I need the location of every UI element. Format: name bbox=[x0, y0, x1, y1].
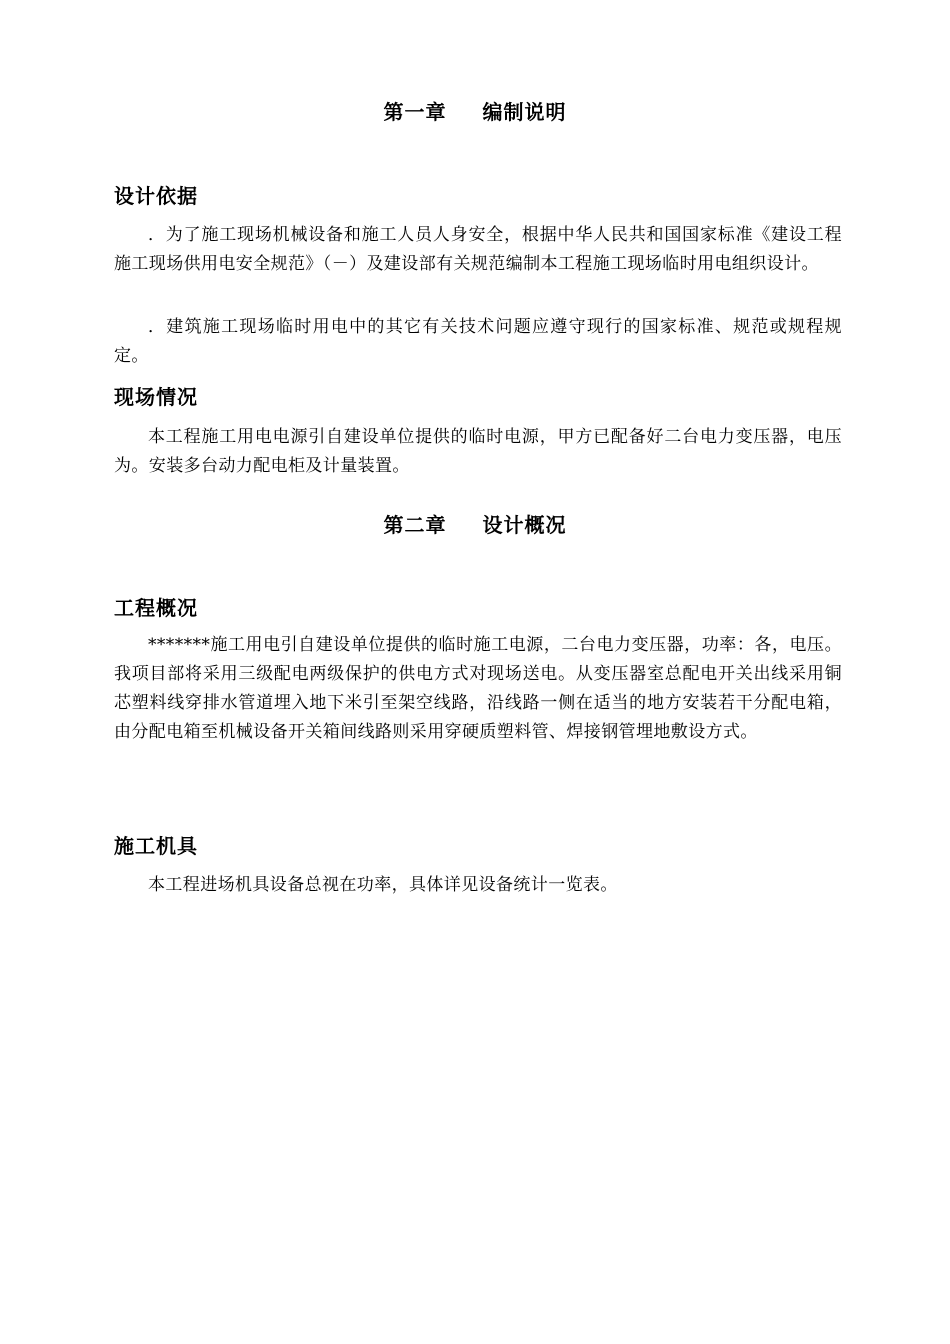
section-heading-design-basis: 设计依据 bbox=[114, 184, 198, 208]
paragraph-site-1: 本工程施工用电电源引自建设单位提供的临时电源，甲方已配备好二台电力变压器，电压为。安装多台动力配电柜及计量装置。 bbox=[114, 427, 842, 476]
section-heading-machinery: 施工机具 bbox=[114, 834, 198, 858]
section-heading-project-overview: 工程概况 bbox=[114, 596, 198, 620]
chapter-2-title bbox=[0, 511, 950, 539]
paragraph-basis-1: ．为了施工现场机械设备和施工人员人身安全，根据中华人民共和国国家标准《建设工程施工现场供用电安全规范》（－）及建设部有关规范编制本工程施工现场临时用电组织设计。 bbox=[114, 225, 842, 274]
chapter-1-number: 第一章 bbox=[383, 100, 447, 124]
chapter-1-title bbox=[0, 98, 950, 126]
chapter-2-name: 设计概况 bbox=[482, 513, 567, 537]
paragraph-overview-1: *******施工用电引自建设单位提供的临时施工电源，二台电力变压器，功率：各，电压。我项目部将采用三级配电两级保护的供电方式对现场送电。从变压器室总配电开关出线采用铜芯塑料线穿排水管道埋入地下米引至架空线路，沿线路一侧在适当的地方安装若干分配电箱，由分配电箱至机械设备开关箱间线路则采用穿硬质塑料管、焊接钢管埋地敷设方式。 bbox=[114, 635, 842, 742]
chapter-1-name: 编制说明 bbox=[482, 100, 567, 124]
paragraph-machinery-1: 本工程进场机具设备总视在功率，具体详见设备统计一览表。 bbox=[148, 875, 618, 895]
paragraph-basis-2: ．建筑施工现场临时用电中的其它有关技术问题应遵守现行的国家标准、规范或规程规定。 bbox=[114, 317, 842, 366]
section-heading-site-conditions: 现场情况 bbox=[114, 385, 198, 409]
chapter-2-number: 第二章 bbox=[383, 513, 447, 537]
